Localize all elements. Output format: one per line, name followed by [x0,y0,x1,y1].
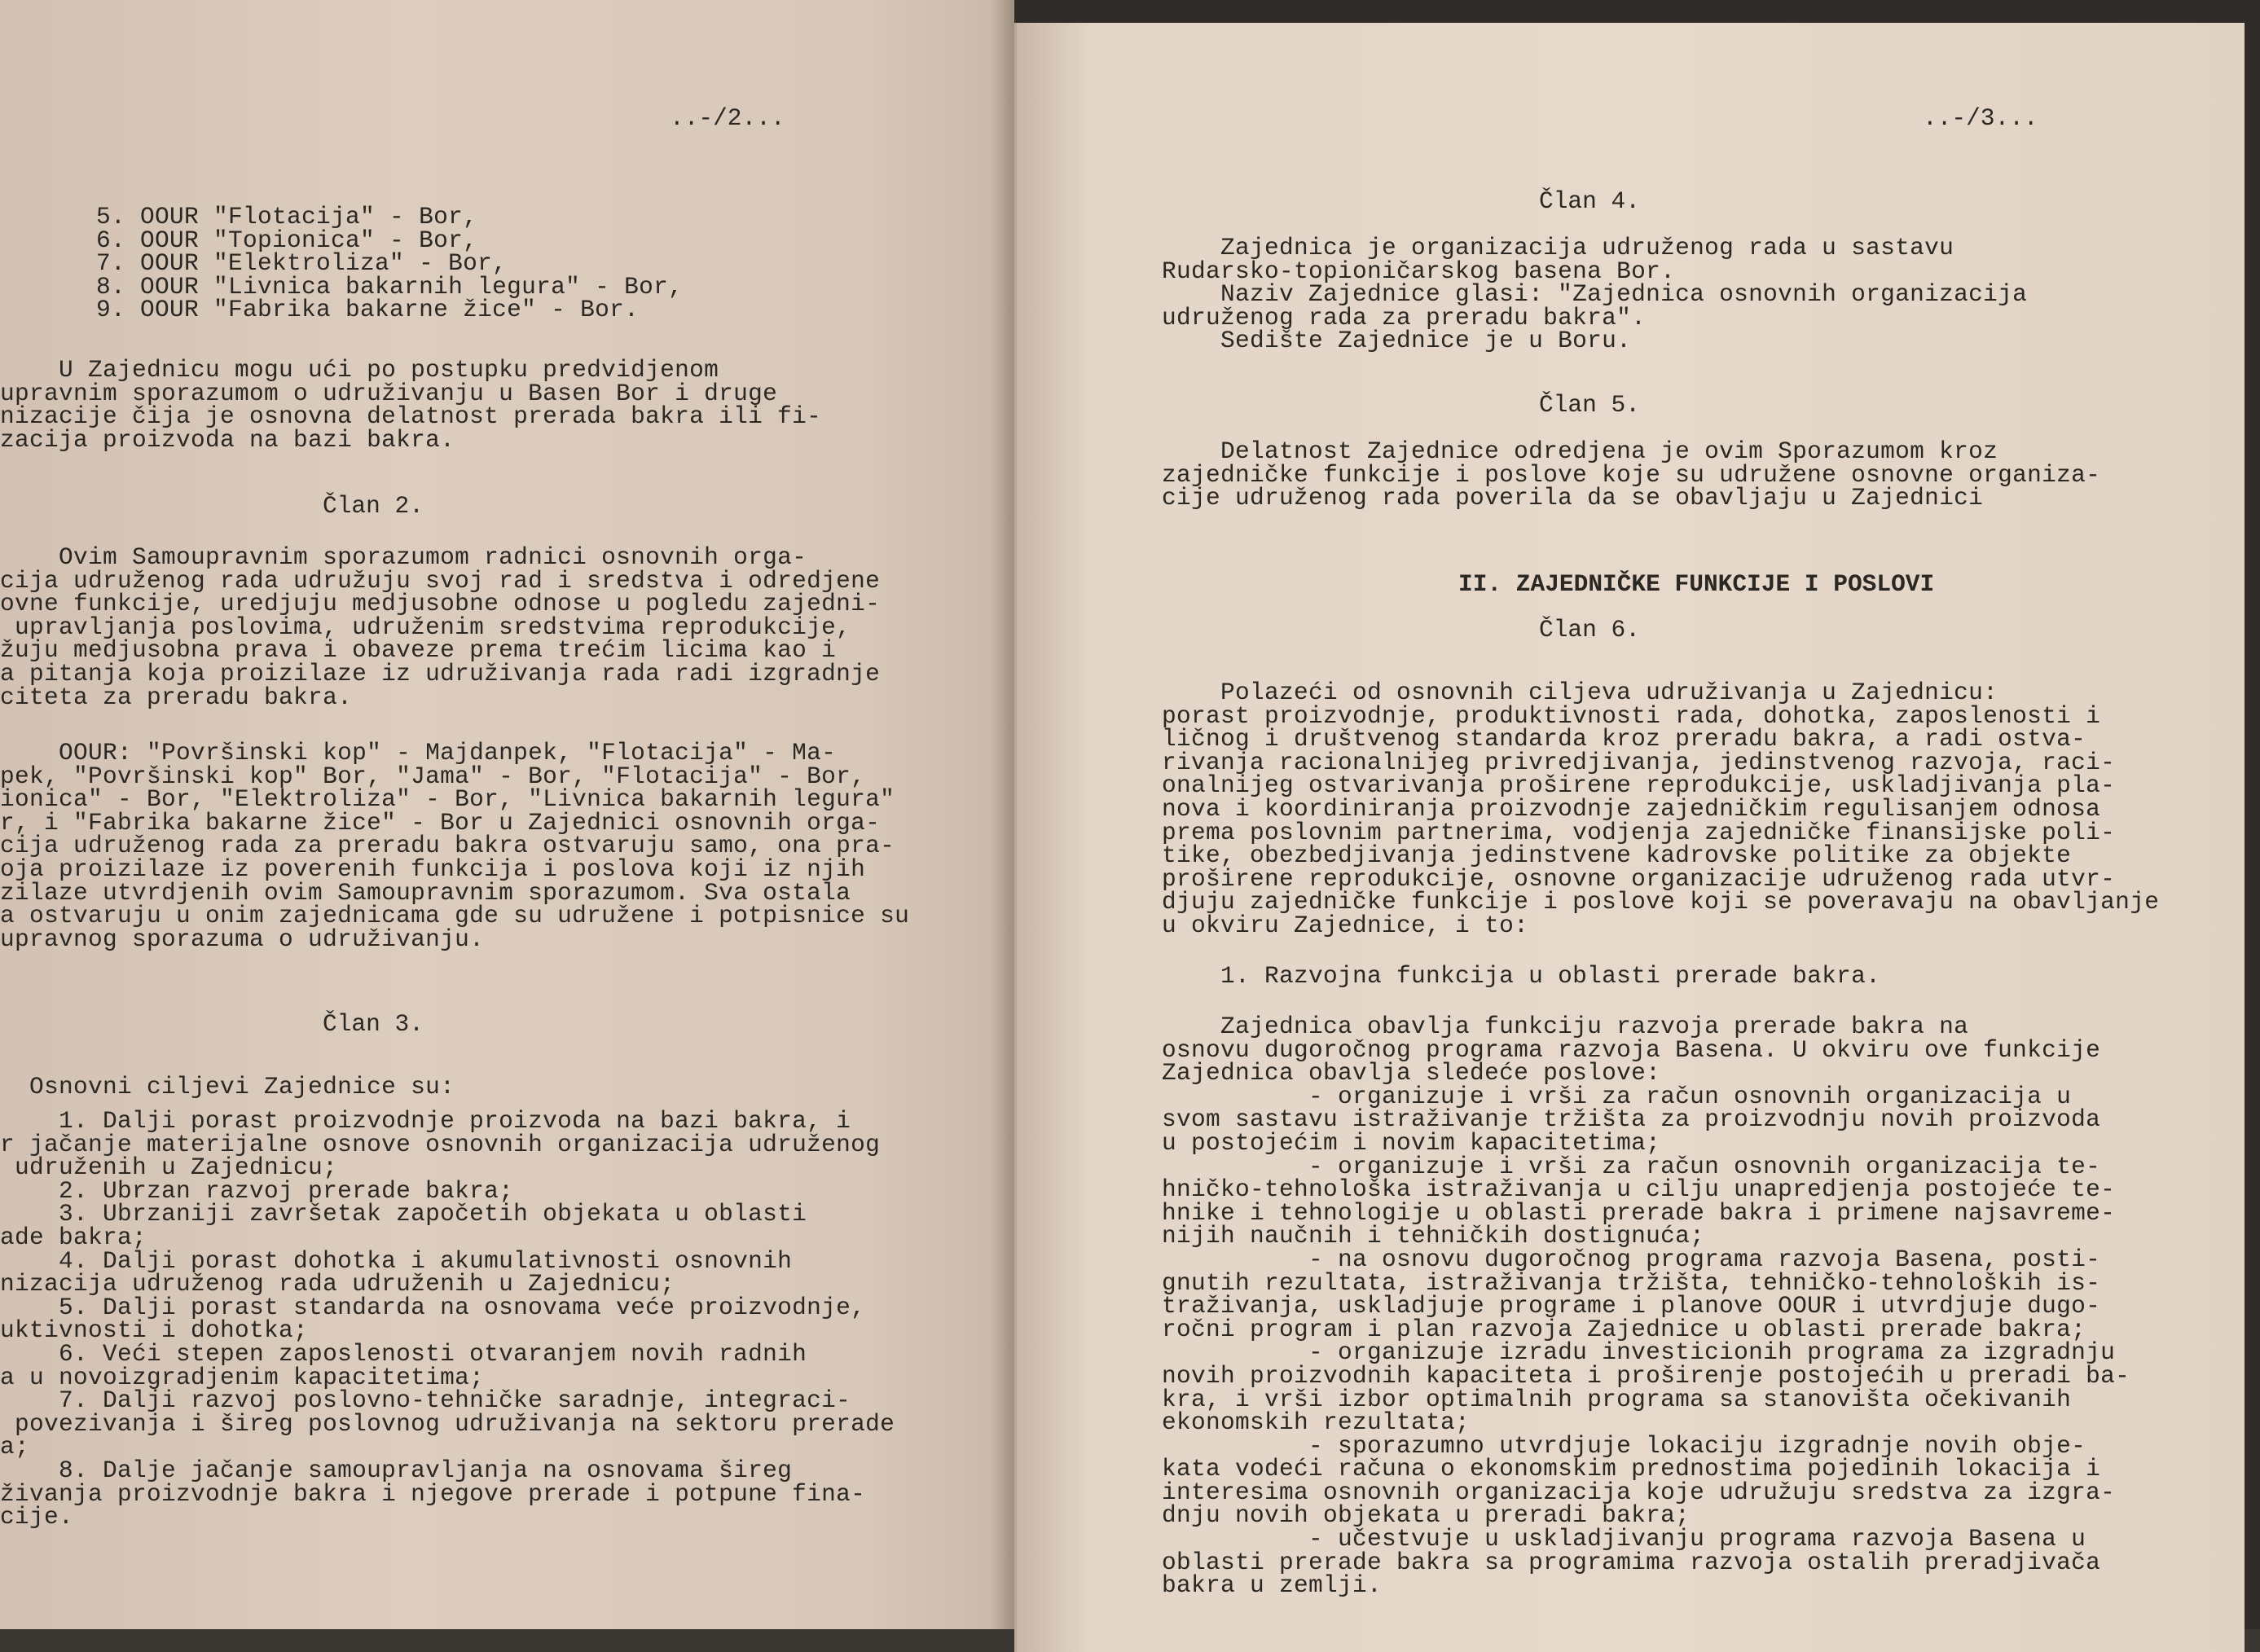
page-marker-right: ..-/3... [1923,104,2038,132]
list-item: 7. OOUR "Elektroliza" - Bor, [96,249,508,278]
scan-top-edge [1014,0,2260,23]
scan-right-edge [2245,0,2260,1629]
list-item: 8. OOUR "Livnica bakarnih legura" - Bor, [96,272,684,301]
intro-paragraph: U Zajednicu mogu ući po postupku predvidjenom upravnim sporazumom o udruživanju u Basen Bor i druge nizacije čija je osnovna delatnost prerada bakra ili fi- zacija proizvoda na bazi bakra. [0,356,822,454]
clan6-text: Polazeći od osnovnih ciljeva udruživanja u Zajednicu: porast proizvodnje, produktivnosti rada, dohotka, zaposlenosti i ličnog i društvenog standarda kroz preradu bakra, a radi ostva- rivanja racionalnijeg privredjivanja, jedinstvenog razvoja, raci- onalnijeg ostvarivanja proširene reprodukcije, uskladjivanja pla- nova i koordiniranja proizvodnje zajedničkim regulisanjem odnosa prema poslovnim partnerima, vodjenja zajedničke finansijske poli- tike, obezbedjivanja jedinstvene kadrovske politike za objekte proširene reprodukcije, osnovne organizacije udruženog rada utvr- djuju zajedničke funkcije i poslove koji se poveravaju na obavljanje u okviru Zajednice, i to: [1162,679,2160,939]
clan3-goals: 1. Dalji porast proizvodnje proizvoda na bazi bakra, i r jačanje materijalne osnove osnovnih organizacija udruženog udruženih u Zajednicu; 2. Ubrzan razvoj prerade bakra; 3. Ubrzaniji završetak započetih objekata u oblasti ade bakra; 4. Dalji porast dohotka i akumulativnosti osnovnih nizacija udruženog rada udruženih u Zajednicu; 5. Dalji porast standarda na osnovama veće proizvodnje, uktivnosti i dohotka; 6. Veći stepen zaposlenosti otvaranjem novih radnih a u novoizgradjenim kapacitetima; 7. Dalji razvoj poslovno-tehničke saradnje, integraci- povezivanja i šireg poslovnog udruživanja na sektoru prerade a; 8. Dalje jačanje samoupravljanja na osnovama šireg živanja proizvodnje bakra i njegove prerade i potpune fina- cije. [0,1107,895,1531]
clan3-heading: Član 3. [323,1010,424,1038]
list-item: 5. OOUR "Flotacija" - Bor, [96,203,478,231]
section-title: II. ZAJEDNIČKE FUNKCIJE I POSLOVI [1458,570,1935,598]
right-page [1014,23,2245,1652]
function-title: 1. Razvojna funkcija u oblasti prerade bakra. [1162,962,1881,990]
clan2-heading: Član 2. [323,492,424,520]
clan6-heading: Član 6. [1539,616,1640,644]
clan5-text: Delatnost Zajednice odredjena je ovim Sporazumom kroz zajedničke funkcije i poslove koje su udružene osnovne organiza- cije udruženog rada poverila da se obavljaju u Zajednici [1162,437,2101,512]
function-text: Zajednica obavlja funkciju razvoja prerade bakra na osnovu dugoročnog programa razvoja Basena. U okviru ove funkcije Zajednica obavlja sledeće poslove: - organizuje i vrši za račun osnovnih organizacija u svom sastavu istraživanje tržišta za proizvodnju novih proizvoda u postojećim i novim kapacitetima; - organizuje i vrši za račun osnovnih organizacija te- hničko-tehnološka istraživanja u cilju unapredjenja postojeće te- hnike i tehnologije u oblasti prerade bakra i primene najsavreme- nijih naučnih i tehničkih dostignuća; - na osnovu dugoročnog programa razvoja Basena, posti- gnutih rezultata, istraživanja tržišta, tehničko-tehnoloških is- traživanja, uskladjuje programe i planove OOUR i utvrdjuje dugo- ročni program i plan razvoja Zajednice u oblasti prerade bakra; - organizuje izradu investicionih programa za izgradnju novih proizvodnih kapaciteta i proširenje postojećih u preradi ba- kra, i vrši izbor optimalnih programa sa stanovišta očekivanih ekonomskih rezultata; - sporazumno utvrdjuje lokaciju izgradnje novih obje- kata vodeći računa o ekonomskim prednostima pojedinih lokacija i interesima osnovnih organizacija koje udružuju sredstva za izgra- dnju novih objekata u preradi bakra; - učestvuje u uskladjivanju programa razvoja Basena u oblasti prerade bakra sa programima razvoja ostalih preradjivača bakra u zemlji. [1162,1013,2130,1600]
clan4-heading: Član 4. [1539,187,1640,215]
clan5-heading: Član 5. [1539,391,1640,419]
list-item: 6. OOUR "Topionica" - Bor, [96,226,478,254]
clan2-paragraph-2: OOUR: "Površinski kop" - Majdanpek, "Flotacija" - Ma- pek, "Površinski kop" Bor, "Jama" - Bor, "Flotacija" - Bor, ionica" - Bor, "Elektroliza" - Bor, "Livnica bakarnih legura" r, i "Fabrika bakarne žice" - Bor u Zajednici osnovnih orga- cija udruženog rada za preradu bakra ostvaruju samo, ona pra- oja proizilaze iz poverenih funkcija i poslova koji iz njih zilaze utvrdjenih ovim Samoupravnim sporazumom. Sva ostala a ostvaruju u onim zajednicama gde su udružene i potpisnice su upravnog sporazuma o udruživanju. [0,739,910,953]
clan4-text: Zajednica je organizacija udruženog rada u sastavu Rudarsko-topioničarskog basena Bor. Naziv Zajednice glasi: "Zajednica osnovnih organizacija udruženog rada za preradu bakra". Sedište Zajednice je u Boru. [1162,234,2028,355]
left-page [0,0,1014,1629]
clan2-paragraph-1: Ovim Samoupravnim sporazumom radnici osnovnih orga- cija udruženog rada udružuju svoj rad i sredstva i odredjene ovne funkcije, uredjuju medjusobne odnose u pogledu zajedni- upravljanja poslovima, udruženim sredstvima reprodukcije, žuju medjusobna prava i obaveze prema trećim licima kao i a pitanja koja proizilaze iz udruživanja rada radi izgradnje citeta za preradu bakra. [0,543,881,711]
clan3-lead: Osnovni ciljevi Zajednice su: [0,1073,455,1101]
page-marker-left: ..-/2... [670,104,785,132]
list-item: 9. OOUR "Fabrika bakarne žice" - Bor. [96,296,640,324]
